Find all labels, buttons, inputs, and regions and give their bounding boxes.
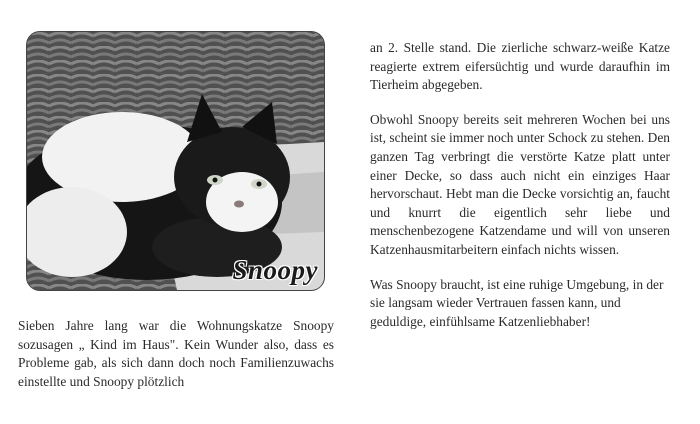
left-column — [18, 317, 334, 391]
paragraph: Sieben Jahre lang war die Wohnungskatze Snoopy sozusagen „ Kind im Haus". Kein Wunder also, dass es Probleme gab, als sich dann doch noch Familienzuwachs einstellte und Snoopy plötzlich — [18, 318, 334, 389]
paragraph: Was Snoopy braucht, ist eine ruhige Umgebung, in der sie langsam wieder Vertrauen fassen kann, und geduldige, einfühlsame Katzenliebhaber! — [370, 276, 664, 329]
right-column — [370, 39, 670, 331]
photo-caption: Snoopy — [232, 255, 318, 285]
cat-photo — [26, 31, 325, 291]
paragraph: Obwohl Snoopy bereits seit mehreren Wochen bei uns ist, scheint sie immer noch unter Schock zu stehen. Den ganzen Tag verbringt die verstörte Katze platt unter einer Decke, so dass auch nicht ein einziges Haar hervorschaut. Hebt man die Decke vorsichtig an, faucht und knurrt die eigentlich sehr liebe und menschenbezogene Katzendame und will von unseren Katzenhausmitarbeitern einfach nichts wissen. — [370, 111, 670, 257]
paragraph: an 2. Stelle stand. Die zierliche schwarz-weiße Katze reagierte extrem eifersüchtig und wurde daraufhin im Tierheim abgegeben. — [370, 40, 670, 93]
cat-photo-icon — [27, 32, 324, 290]
